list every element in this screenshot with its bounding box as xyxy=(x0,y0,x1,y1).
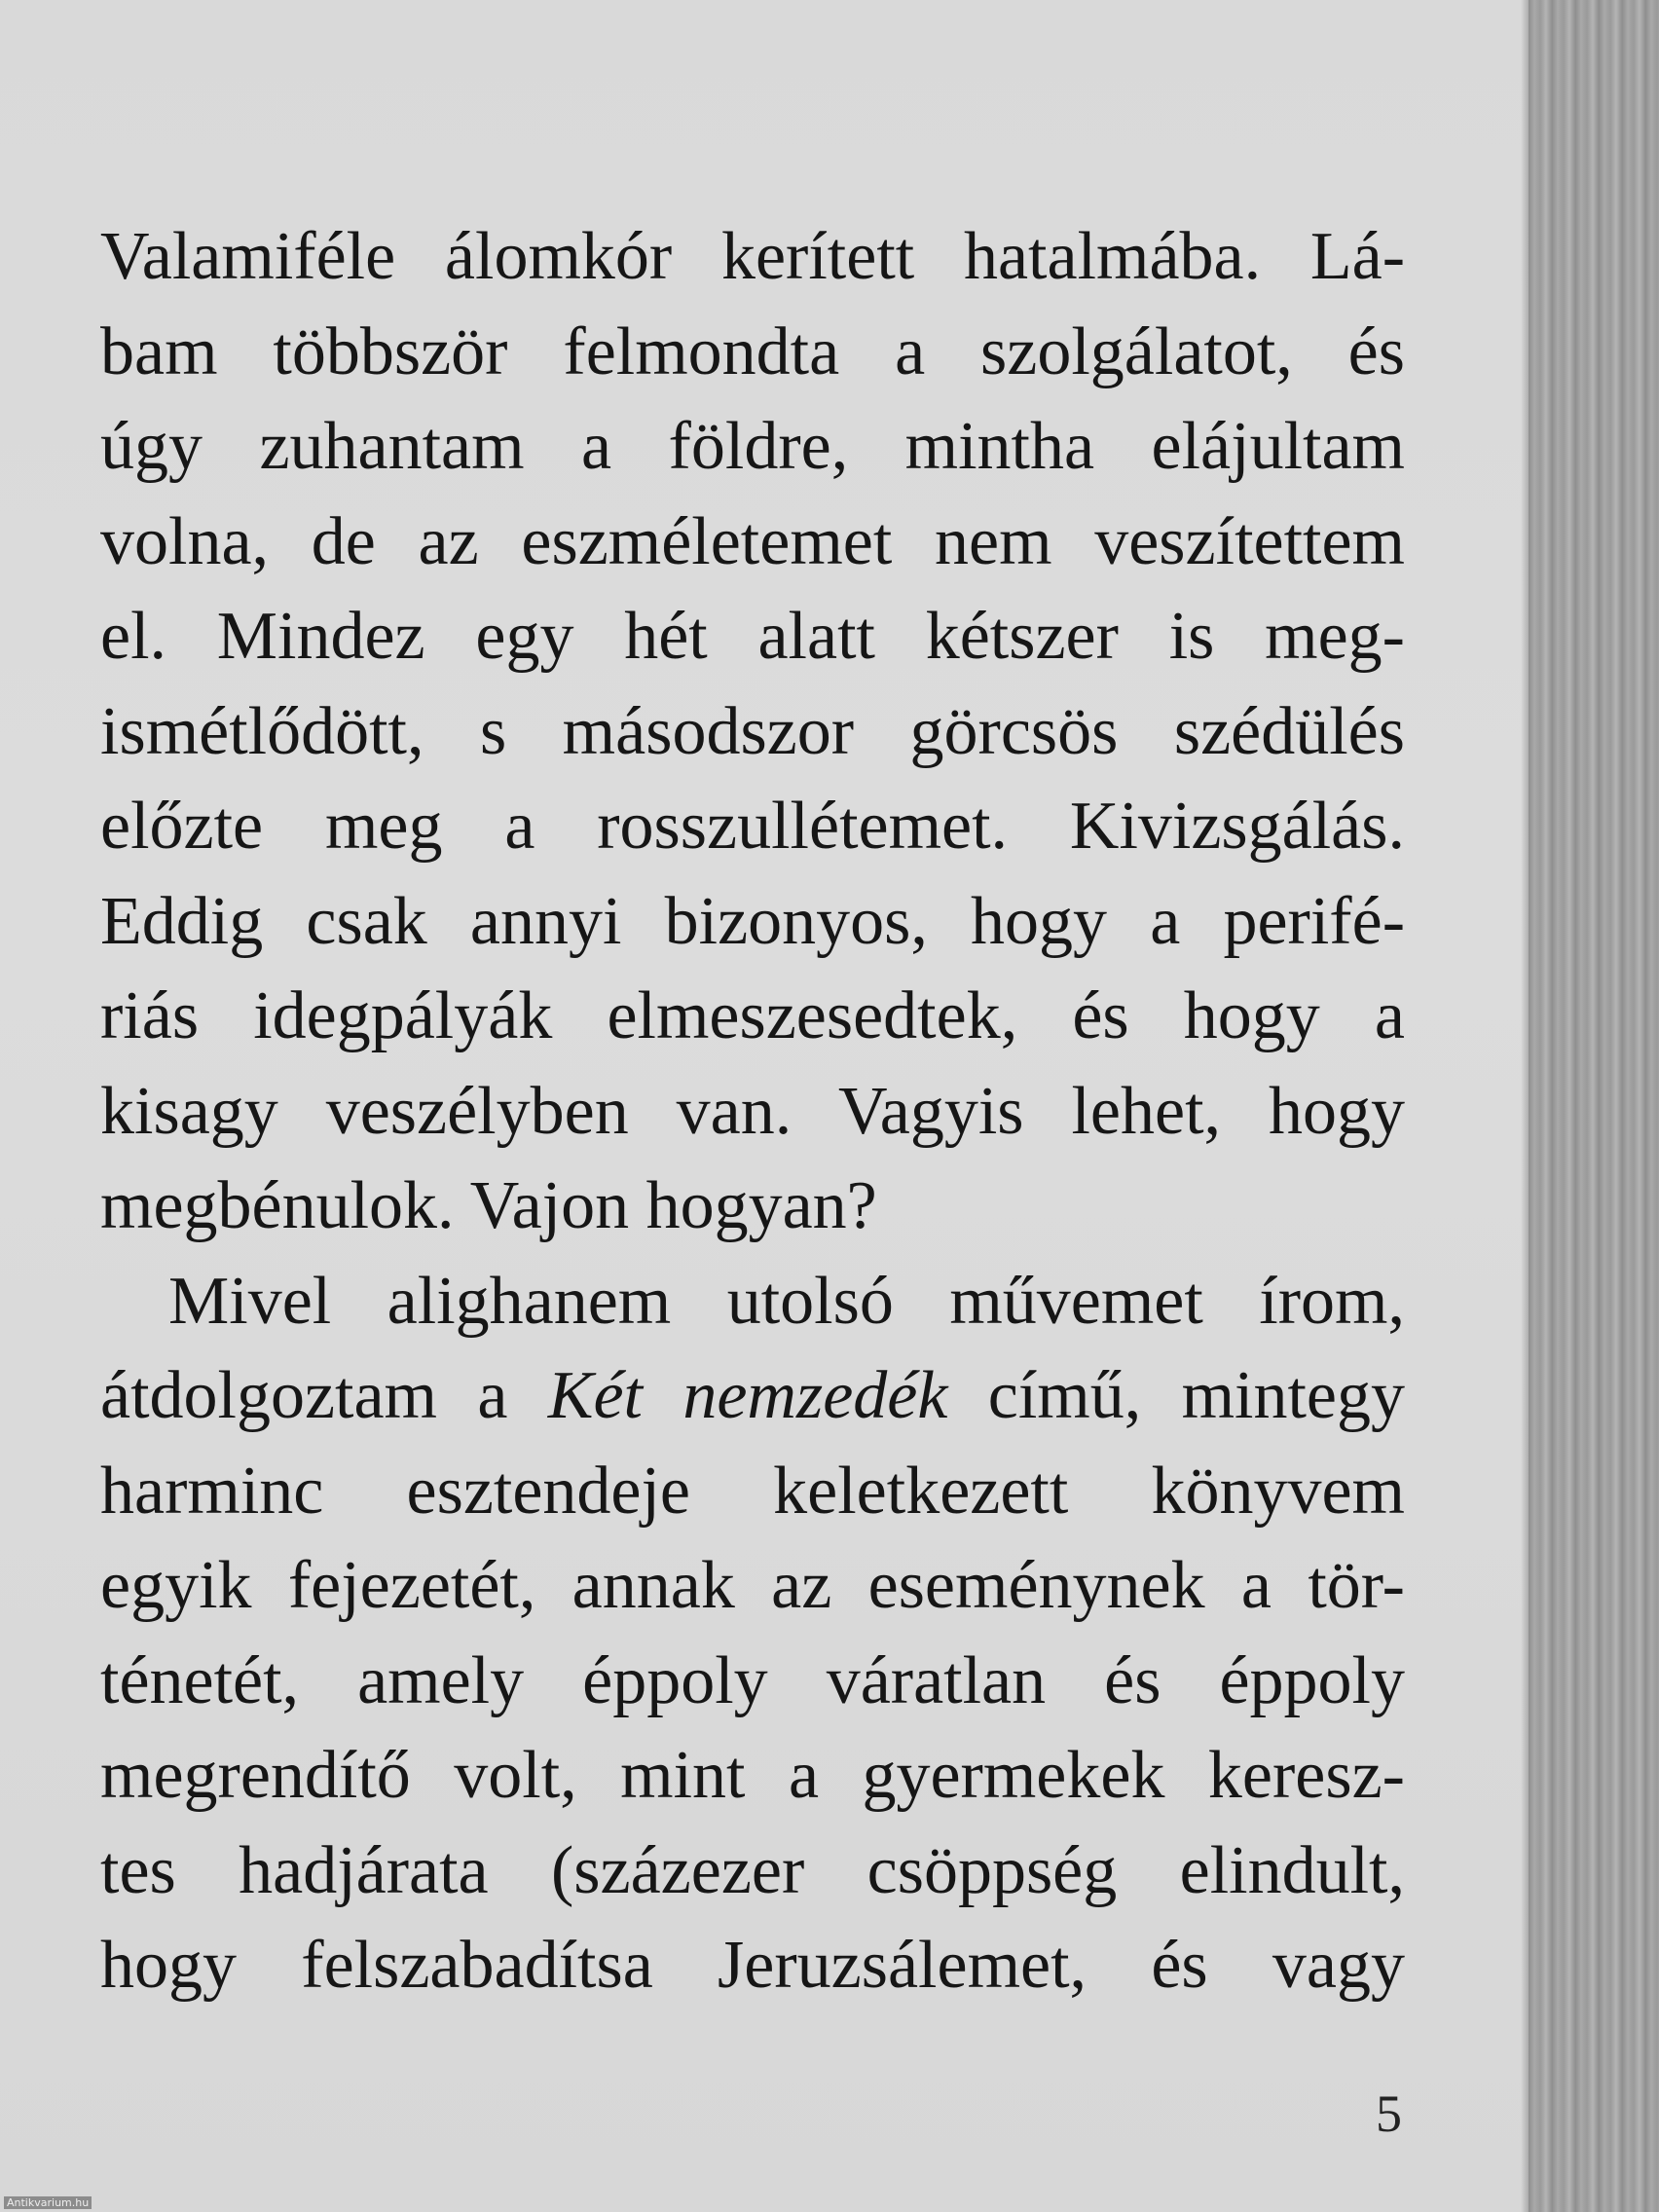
text-line: előzte meg a rosszullétemet. Kivizsgálás. xyxy=(100,789,1405,864)
text-line: hogy felszabadítsa Jeruzsálemet, és vagy xyxy=(100,1928,1405,2003)
text-line: megbénulok. Vajon hogyan? xyxy=(100,1168,877,1243)
text-line: tes hadjárata (százezer csöppség elindult, xyxy=(100,1832,1405,1908)
text-span: átdolgoztam a xyxy=(100,1358,548,1433)
watermark: Antikvarium.hu xyxy=(4,2196,92,2209)
text-span: című, mintegy xyxy=(947,1358,1406,1433)
book-title: Két nemzedék xyxy=(547,1358,948,1433)
text-line: Valamiféle álomkór kerített hatalmába. Lá- xyxy=(100,219,1405,294)
text-line: harminc esztendeje keletkezett könyvem xyxy=(100,1453,1405,1529)
text-line: úgy zuhantam a földre, mintha elájultam xyxy=(100,409,1405,484)
text-line-with-title xyxy=(100,1348,1405,1444)
text-line: megrendítő volt, mint a gyermekek keresz- xyxy=(100,1738,1405,1813)
text-line: egyik fejezetét, annak az eseménynek a tör- xyxy=(100,1548,1405,1623)
body-text xyxy=(100,209,1405,2013)
text-line: Eddig csak annyi bizonyos, hogy a perifé- xyxy=(100,883,1405,959)
page-number: 5 xyxy=(1376,2084,1402,2143)
text-line: Mivel alighanem utolsó művemet írom, xyxy=(168,1263,1405,1339)
text-line: bam többször felmondta a szolgálatot, és xyxy=(100,313,1405,389)
book-spine-edge xyxy=(1529,0,1659,2212)
text-line: el. Mindez egy hét alatt kétszer is meg- xyxy=(100,599,1405,674)
text-line: ténetét, amely éppoly váratlan és éppoly xyxy=(100,1642,1405,1718)
text-line: volna, de az eszméletemet nem veszítettem xyxy=(100,503,1405,579)
text-line: ismétlődött, s másodszor görcsös szédülés xyxy=(100,693,1405,769)
text-line: riás idegpályák elmeszesedtek, és hogy a xyxy=(100,978,1405,1053)
text-line: kisagy veszélyben van. Vagyis lehet, hogy xyxy=(100,1073,1405,1149)
